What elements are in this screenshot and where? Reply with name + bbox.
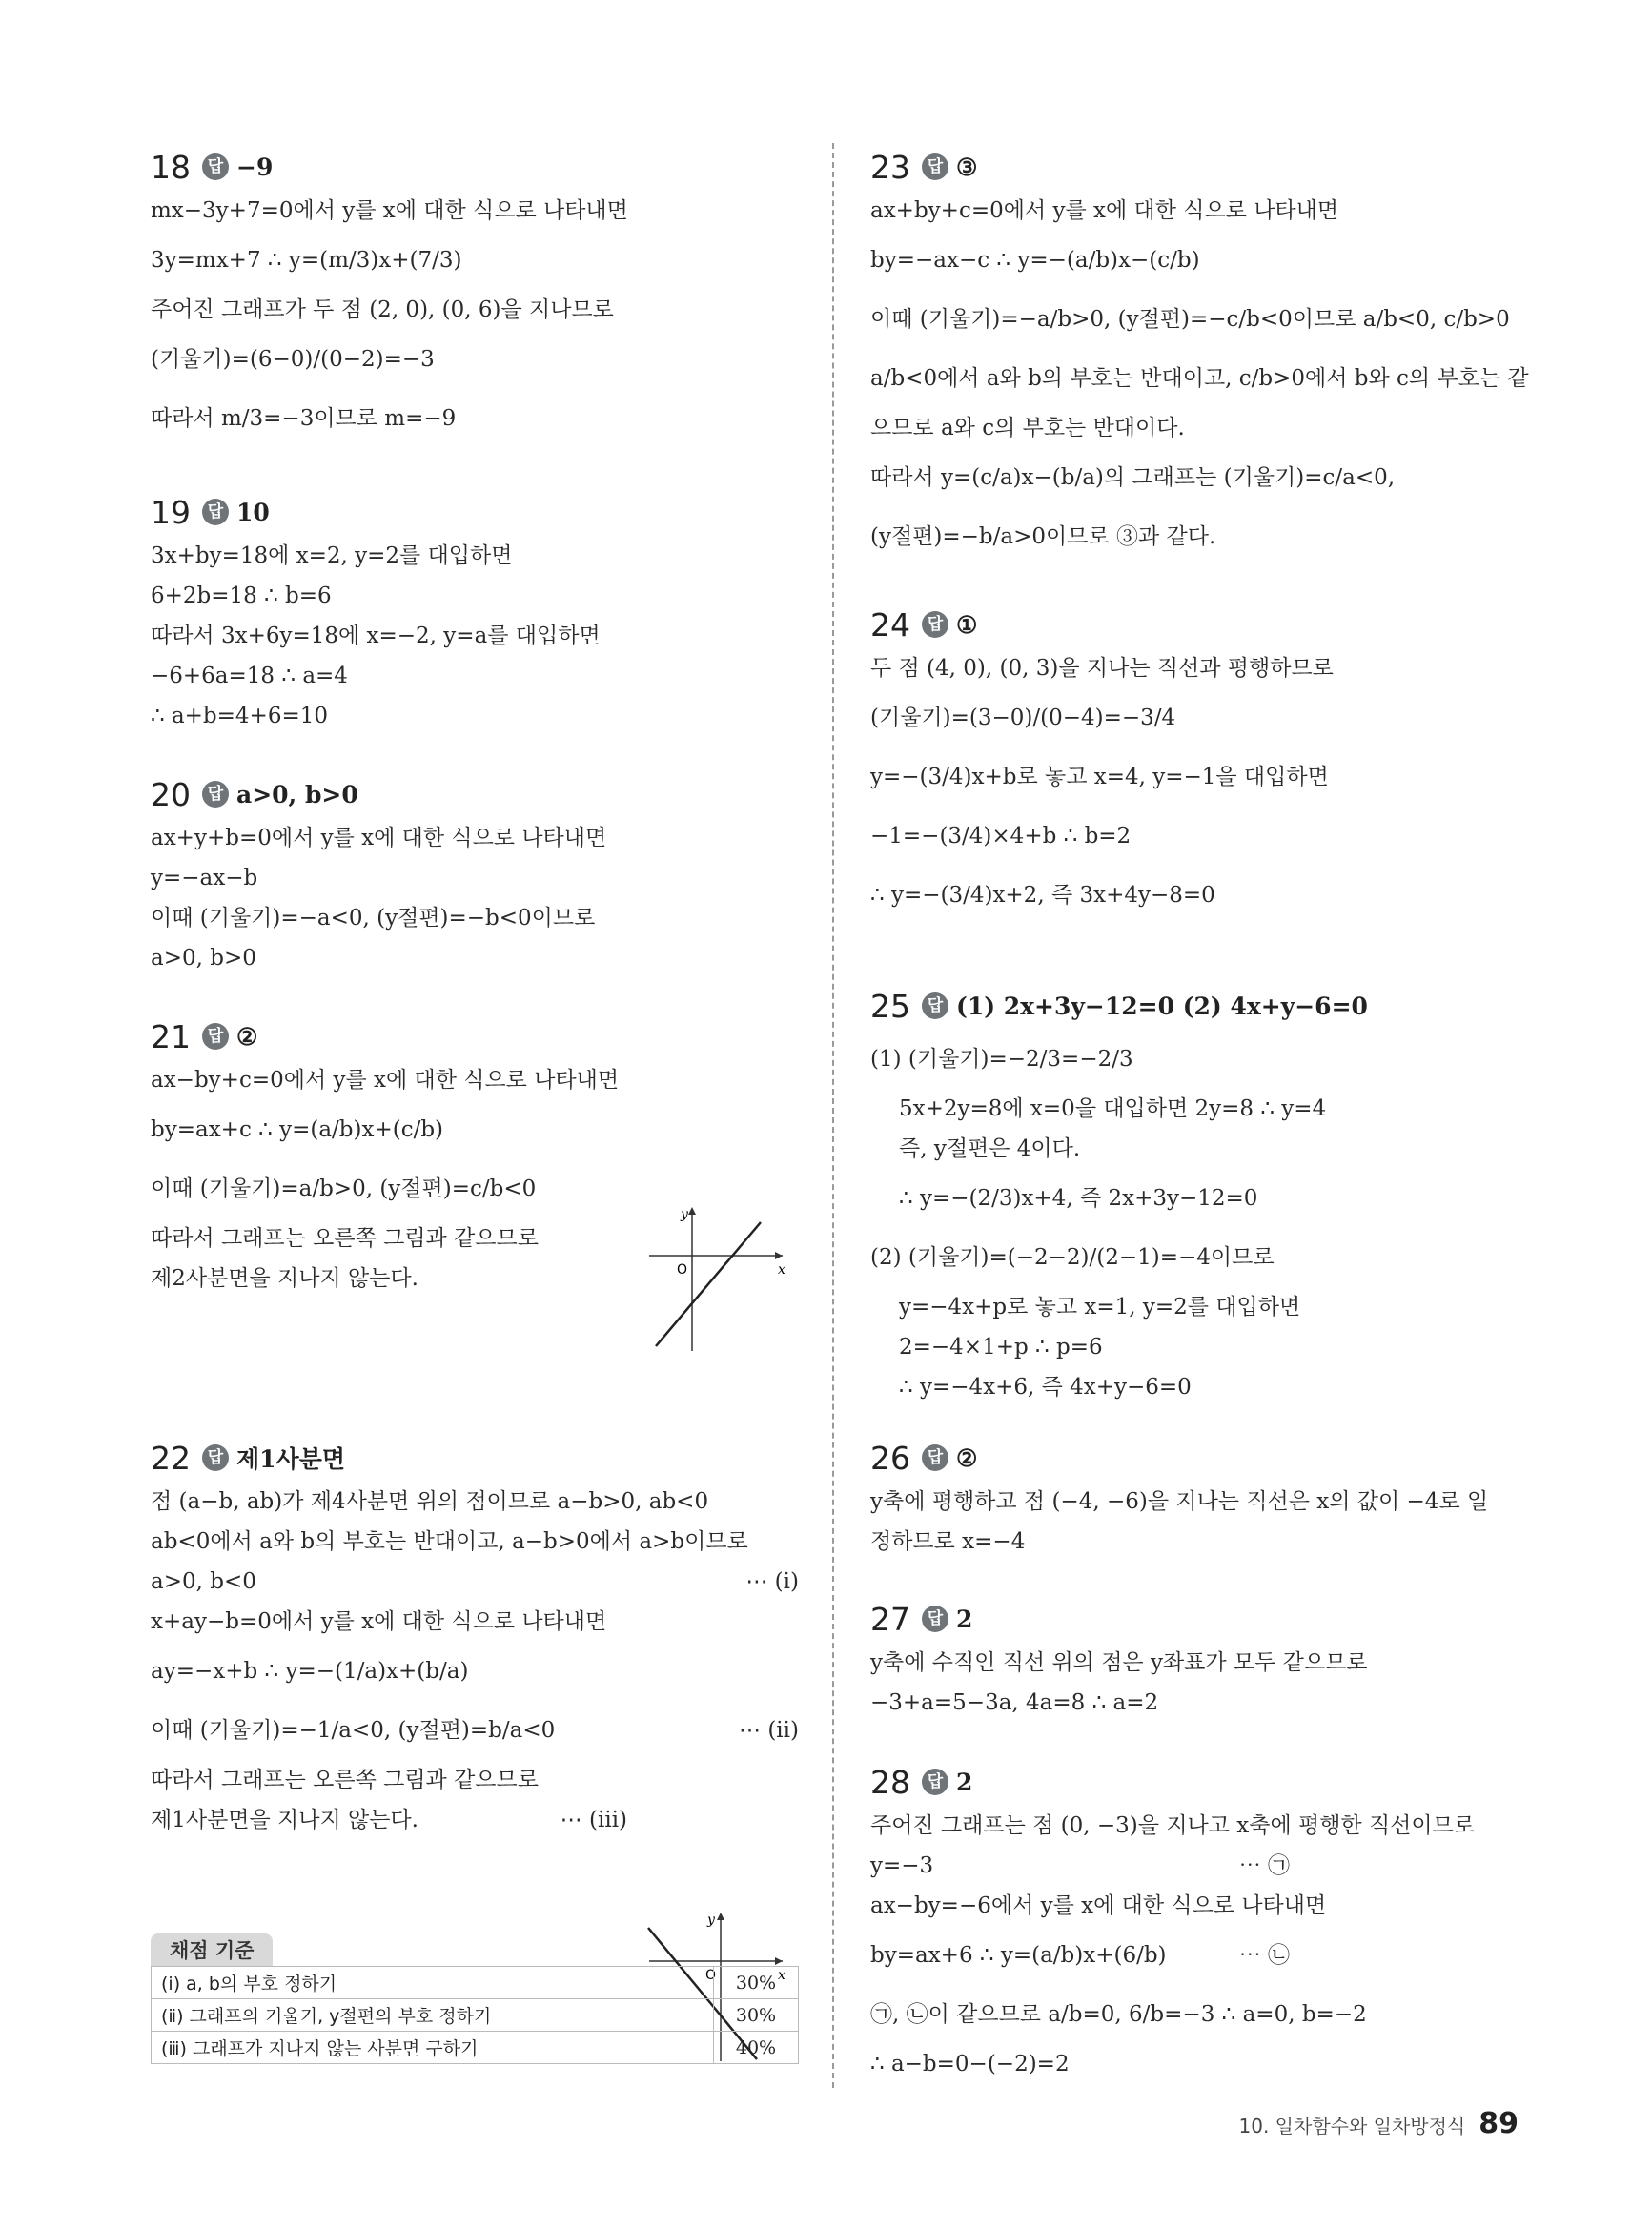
problem-25 bbox=[870, 982, 1538, 1407]
answer-badge-icon: 답 bbox=[202, 1444, 229, 1471]
solution-line: 이때 (기울기)=−a/b>0, (y절편)=−c/b<0이므로 a/b<0, c/b>0 bbox=[870, 307, 1510, 332]
page-footer bbox=[1239, 2107, 1519, 2140]
problem-number: 24 bbox=[870, 605, 910, 644]
answer-badge-icon: 답 bbox=[202, 153, 229, 180]
answer-badge-icon: 답 bbox=[922, 992, 948, 1019]
solution-line: 3y=mx+7 ∴ y=(m/3)x+(7/3) bbox=[151, 248, 462, 273]
solution-line: −3+a=5−3a, 4a=8 ∴ a=2 bbox=[870, 1690, 1159, 1715]
answer-badge-icon: 답 bbox=[202, 1023, 229, 1050]
solution-line: 따라서 y=(c/a)x−(b/a)의 그래프는 (기울기)=c/a<0, bbox=[870, 465, 1396, 490]
table-row bbox=[152, 2032, 799, 2064]
criteria-label: (ⅲ) 그래프가 지나지 않는 사분면 구하기 bbox=[152, 2032, 714, 2064]
problem-answer: 2 bbox=[956, 1768, 973, 1796]
graph-p21 bbox=[644, 1203, 787, 1356]
solution-line: y축에 평행하고 점 (−4, −6)을 지나는 직선은 x의 값이 −4로 일 bbox=[870, 1489, 1489, 1514]
solution-text: by=ax+6 ∴ y=(a/b)x+(6/b) bbox=[870, 1943, 1167, 1968]
solution-line: y=−(3/4)x+b로 놓고 x=4, y=−1을 대입하면 bbox=[870, 765, 1329, 789]
solution-line bbox=[870, 1846, 1290, 1886]
solution-line bbox=[151, 1800, 627, 1840]
y-axis-label: y bbox=[707, 1913, 715, 1928]
solution-line: ax+y+b=0에서 y를 x에 대한 식으로 나타내면 bbox=[151, 826, 607, 850]
step-tag: ⋯ ㉡ bbox=[1238, 1943, 1290, 1968]
problem-number: 26 bbox=[870, 1439, 910, 1477]
answer-badge-icon: 답 bbox=[922, 1444, 948, 1471]
problem-number: 18 bbox=[151, 148, 191, 186]
problem-21 bbox=[151, 1013, 799, 1299]
problem-answer: 2 bbox=[956, 1605, 973, 1633]
problem-answer: a>0, b>0 bbox=[236, 780, 358, 808]
problem-23 bbox=[870, 143, 1538, 566]
problem-number: 19 bbox=[151, 493, 191, 531]
step-tag: ⋯ (ⅱ) bbox=[739, 1718, 799, 1743]
solution-line: 2=−4×1+p ∴ p=6 bbox=[899, 1335, 1103, 1360]
grading-criteria bbox=[151, 1933, 799, 2064]
problem-26 bbox=[870, 1434, 1538, 1562]
answer-badge-icon: 답 bbox=[922, 153, 948, 180]
problem-28 bbox=[870, 1758, 1538, 2084]
solution-line: ∴ y=−(2/3)x+4, 즉 2x+3y−12=0 bbox=[899, 1186, 1258, 1211]
problem-answer: ③ bbox=[956, 153, 978, 181]
answer-badge-icon: 답 bbox=[922, 1769, 948, 1795]
criteria-percent: 30% bbox=[714, 1999, 799, 2032]
solution-line: 정하므로 x=−4 bbox=[870, 1529, 1026, 1554]
solution-line: ax+by+c=0에서 y를 x에 대한 식으로 나타내면 bbox=[870, 198, 1339, 223]
problem-18 bbox=[151, 143, 799, 448]
answer-badge-icon: 답 bbox=[202, 781, 229, 808]
step-tag: ⋯ ㉠ bbox=[1238, 1853, 1290, 1878]
solution-line: y축에 수직인 직선 위의 점은 y좌표가 모두 같으므로 bbox=[870, 1650, 1368, 1675]
solution-line: 따라서 그래프는 오른쪽 그림과 같으므로 bbox=[151, 1226, 539, 1251]
solution-line: ∴ y=−4x+6, 즉 4x+y−6=0 bbox=[899, 1375, 1192, 1400]
x-axis-label: x bbox=[778, 1968, 785, 1983]
solution-text: a>0, b<0 bbox=[151, 1569, 256, 1594]
solution-line: 으므로 a와 c의 부호는 반대이다. bbox=[870, 416, 1185, 440]
solution-text: 이때 (기울기)=−1/a<0, (y절편)=b/a<0 bbox=[151, 1718, 556, 1743]
solution-line: 이때 (기울기)=a/b>0, (y절편)=c/b<0 bbox=[151, 1176, 537, 1201]
problem-number: 23 bbox=[870, 148, 910, 186]
solution-line: 따라서 m/3=−3이므로 m=−9 bbox=[151, 406, 457, 431]
problem-answer: ② bbox=[956, 1443, 978, 1472]
grading-criteria-title: 채점 기준 bbox=[151, 1933, 273, 1966]
solution-line: a/b<0에서 a와 b의 부호는 반대이고, c/b>0에서 b와 c의 부호는 같 bbox=[870, 366, 1529, 391]
criteria-percent: 30% bbox=[714, 1967, 799, 1999]
answer-badge-icon: 답 bbox=[922, 1606, 948, 1632]
solution-line: ㉠, ㉡이 같으므로 a/b=0, 6/b=−3 ∴ a=0, b=−2 bbox=[870, 2002, 1367, 2027]
problem-20 bbox=[151, 770, 799, 978]
step-tag: ⋯ (ⅲ) bbox=[560, 1808, 627, 1832]
solution-line: 점 (a−b, ab)가 제4사분면 위의 점이므로 a−b>0, ab<0 bbox=[151, 1489, 709, 1514]
table-row bbox=[152, 1967, 799, 1999]
solution-line: (y절편)=−b/a>0이므로 ③과 같다. bbox=[870, 524, 1216, 549]
page-number: 89 bbox=[1479, 2107, 1519, 2140]
problem-24 bbox=[870, 601, 1538, 925]
solution-line bbox=[151, 1562, 799, 1602]
solution-line: (2) (기울기)=(−2−2)/(2−1)=−4이므로 bbox=[870, 1245, 1275, 1270]
step-tag: ⋯ (ⅰ) bbox=[745, 1569, 799, 1594]
problem-19 bbox=[151, 488, 799, 736]
solution-line: 5x+2y=8에 x=0을 대입하면 2y=8 ∴ y=4 bbox=[899, 1096, 1327, 1121]
solution-line: (1) (기울기)=−2/3=−2/3 bbox=[870, 1047, 1133, 1072]
column-divider bbox=[832, 143, 834, 2088]
problem-answer: ① bbox=[956, 610, 978, 639]
problem-answer: 제1사분면 bbox=[236, 1445, 345, 1473]
problem-answer: −9 bbox=[236, 153, 274, 181]
problem-number: 22 bbox=[151, 1439, 191, 1477]
x-axis-label: x bbox=[778, 1262, 785, 1278]
solution-line: by=−ax−c ∴ y=−(a/b)x−(c/b) bbox=[870, 248, 1200, 273]
solution-line: 두 점 (4, 0), (0, 3)을 지나는 직선과 평행하므로 bbox=[870, 656, 1334, 681]
solution-line: a>0, b>0 bbox=[151, 946, 256, 971]
solution-line: 즉, y절편은 4이다. bbox=[899, 1136, 1081, 1161]
solution-line: mx−3y+7=0에서 y를 x에 대한 식으로 나타내면 bbox=[151, 198, 628, 223]
grading-criteria-table bbox=[151, 1966, 799, 2064]
problem-number: 25 bbox=[870, 987, 910, 1025]
solution-line: ax−by=−6에서 y를 x에 대한 식으로 나타내면 bbox=[870, 1893, 1327, 1918]
solution-line: y=−ax−b bbox=[151, 866, 258, 890]
solution-line: ∴ a−b=0−(−2)=2 bbox=[870, 2052, 1070, 2077]
problem-number: 28 bbox=[870, 1763, 910, 1801]
solution-line bbox=[870, 1926, 1290, 1985]
criteria-label: (ⅰ) a, b의 부호 정하기 bbox=[152, 1967, 714, 1999]
problem-answer: (1) 2x+3y−12=0 (2) 4x+y−6=0 bbox=[956, 992, 1368, 1020]
solution-line: ay=−x+b ∴ y=−(1/a)x+(b/a) bbox=[151, 1659, 469, 1684]
table-row bbox=[152, 1999, 799, 2032]
solution-line: 이때 (기울기)=−a<0, (y절편)=−b<0이므로 bbox=[151, 906, 596, 931]
solution-line: by=ax+c ∴ y=(a/b)x+(c/b) bbox=[151, 1117, 444, 1142]
solution-line: 주어진 그래프는 점 (0, −3)을 지나고 x축에 평행한 직선이므로 bbox=[870, 1813, 1476, 1838]
solution-line: −1=−(3/4)×4+b ∴ b=2 bbox=[870, 824, 1132, 849]
solution-line: y=−4x+p로 놓고 x=1, y=2를 대입하면 bbox=[899, 1295, 1301, 1320]
solution-line: 제2사분면을 지나지 않는다. bbox=[151, 1266, 418, 1291]
solution-line: 따라서 3x+6y=18에 x=−2, y=a를 대입하면 bbox=[151, 624, 601, 648]
solution-text: 제1사분면을 지나지 않는다. bbox=[151, 1808, 418, 1832]
criteria-label: (ⅱ) 그래프의 기울기, y절편의 부호 정하기 bbox=[152, 1999, 714, 2032]
solution-line: −6+6a=18 ∴ a=4 bbox=[151, 664, 348, 688]
solution-line: ax−by+c=0에서 y를 x에 대한 식으로 나타내면 bbox=[151, 1068, 620, 1093]
solution-line: 주어진 그래프가 두 점 (2, 0), (0, 6)을 지나므로 bbox=[151, 297, 614, 322]
solution-line: (기울기)=(3−0)/(0−4)=−3/4 bbox=[870, 706, 1176, 730]
y-axis-label: y bbox=[681, 1207, 688, 1222]
origin-label: O bbox=[677, 1262, 688, 1278]
problem-answer: 10 bbox=[236, 498, 270, 526]
problem-27 bbox=[870, 1595, 1538, 1723]
solution-line: 따라서 그래프는 오른쪽 그림과 같으므로 bbox=[151, 1768, 539, 1792]
solution-text: y=−3 bbox=[870, 1853, 934, 1878]
problem-number: 27 bbox=[870, 1600, 910, 1638]
solution-line: ∴ y=−(3/4)x+2, 즉 3x+4y−8=0 bbox=[870, 883, 1215, 908]
solution-line bbox=[151, 1701, 799, 1760]
answer-badge-icon: 답 bbox=[922, 611, 948, 638]
answer-badge-icon: 답 bbox=[202, 499, 229, 525]
problem-number: 20 bbox=[151, 775, 191, 813]
solution-line: 3x+by=18에 x=2, y=2를 대입하면 bbox=[151, 543, 513, 568]
solution-line: x+ay−b=0에서 y를 x에 대한 식으로 나타내면 bbox=[151, 1609, 607, 1634]
problem-answer: ② bbox=[236, 1022, 258, 1051]
problem-number: 21 bbox=[151, 1017, 191, 1055]
criteria-percent: 40% bbox=[714, 2032, 799, 2064]
solution-line: ab<0에서 a와 b의 부호는 반대이고, a−b>0에서 a>b이므로 bbox=[151, 1529, 748, 1554]
solution-line: 6+2b=18 ∴ b=6 bbox=[151, 583, 332, 608]
solution-line: (기울기)=(6−0)/(0−2)=−3 bbox=[151, 347, 435, 372]
chapter-title: 10. 일차함수와 일차방정식 bbox=[1238, 2115, 1466, 2138]
solution-line: ∴ a+b=4+6=10 bbox=[151, 704, 328, 728]
origin-label: O bbox=[705, 1968, 717, 1983]
